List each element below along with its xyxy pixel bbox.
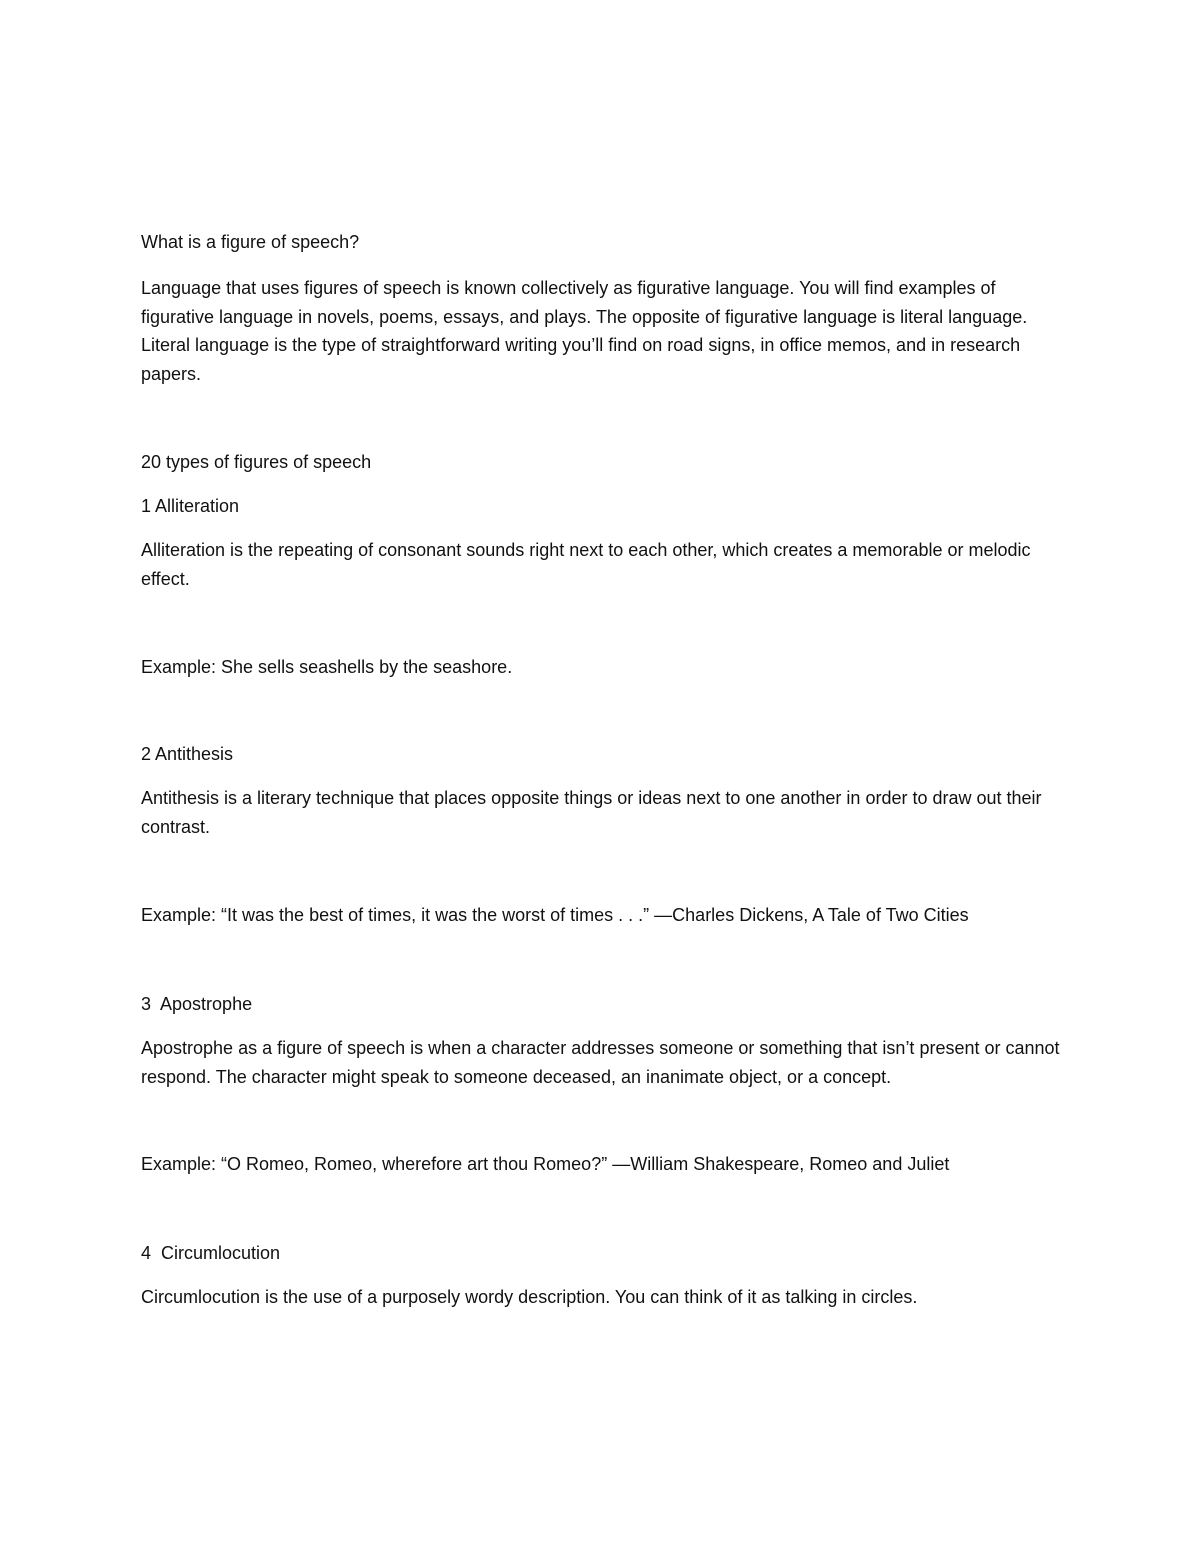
- section-title-antithesis: 2 Antithesis: [141, 744, 234, 764]
- section-example-apostrophe: Example: “O Romeo, Romeo, wherefore art thou Romeo?” —William Shakespeare, Romeo and Juliet: [141, 1154, 950, 1174]
- question-heading: What is a figure of speech?: [141, 232, 360, 252]
- list-heading: 20 types of figures of speech: [141, 452, 372, 472]
- section-title-circumlocution: 4 Circumlocution: [141, 1243, 281, 1263]
- section-definition-antithesis: Antithesis is a literary technique that places opposite things or ideas next to one another in order to draw out their contrast.: [141, 788, 1042, 837]
- section-definition-alliteration: Alliteration is the repeating of consonant sounds right next to each other, which creates a memorable or melodic effect.: [141, 540, 1031, 589]
- section-title-apostrophe: 3 Apostrophe: [141, 994, 253, 1014]
- section-title-alliteration: 1 Alliteration: [141, 496, 240, 516]
- section-example-antithesis: Example: “It was the best of times, it was the worst of times . . .” —Charles Dickens, A Tale of Two Cities: [141, 905, 969, 925]
- section-example-alliteration: Example: She sells seashells by the seashore.: [141, 657, 513, 677]
- section-definition-apostrophe: Apostrophe as a figure of speech is when a character addresses someone or something that isn’t present or cannot respond. The character might speak to someone deceased, an inanimate object, or a concept.: [141, 1038, 1060, 1087]
- section-definition-circumlocution: Circumlocution is the use of a purposely wordy description. You can think of it as talking in circles.: [141, 1287, 918, 1307]
- intro-paragraph: Language that uses figures of speech is known collectively as figurative language. You will find examples of figurative language in novels, poems, essays, and plays. The opposite of figurative language is literal language. Literal language is the type of straightforward writing you’ll find on road signs, in office memos, and in research papers.: [141, 278, 1028, 384]
